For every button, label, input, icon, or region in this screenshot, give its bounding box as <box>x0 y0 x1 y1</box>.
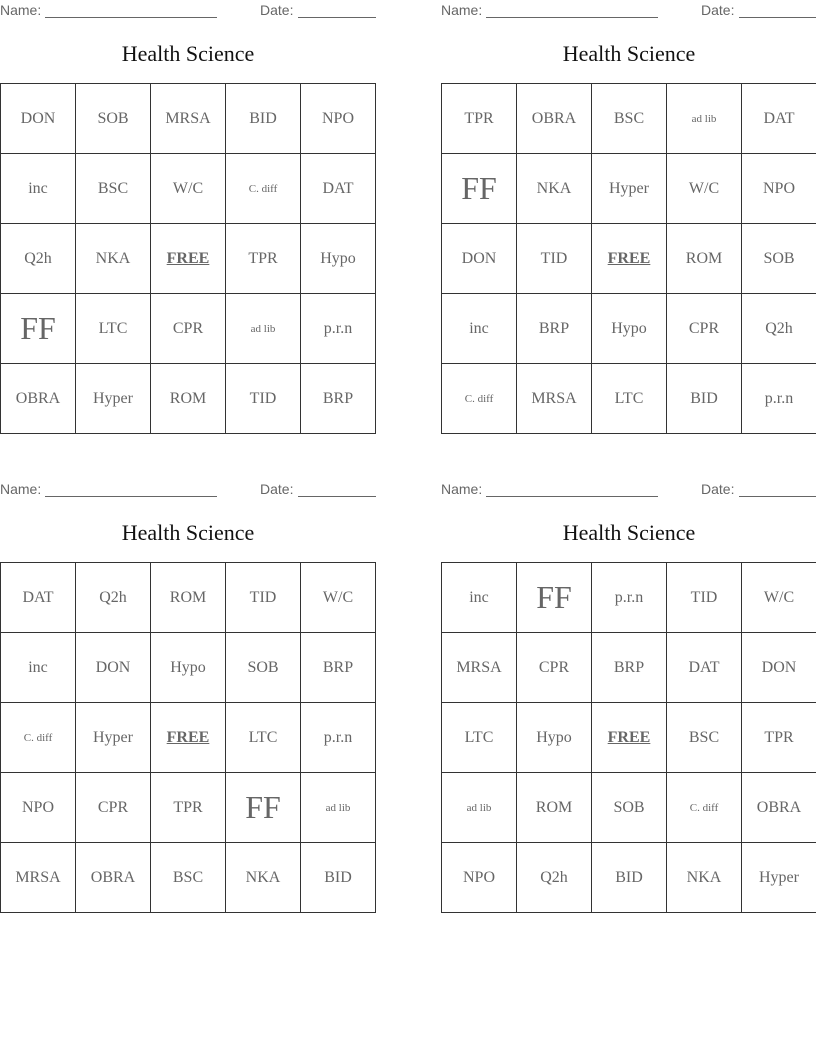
bingo-cell-dat[interactable]: DAT <box>667 633 742 703</box>
bingo-card-2 <box>441 0 816 436</box>
bingo-cell-rom[interactable]: ROM <box>517 773 592 843</box>
name-date-bar <box>441 481 816 499</box>
bingo-cell-p-r-n[interactable]: p.r.n <box>742 364 816 434</box>
bingo-cell-ff[interactable]: FF <box>517 563 592 633</box>
bingo-cell-don[interactable]: DON <box>442 224 517 294</box>
bingo-cell-p-r-n[interactable]: p.r.n <box>301 294 376 364</box>
bingo-cell-obra[interactable]: OBRA <box>517 84 592 154</box>
bingo-cell-ad-lib[interactable]: ad lib <box>667 84 742 154</box>
grid-row <box>442 154 816 224</box>
bingo-cell-c-diff[interactable]: C. diff <box>226 154 301 224</box>
bingo-cell-inc[interactable]: inc <box>442 563 517 633</box>
bingo-cell-hyper[interactable]: Hyper <box>76 364 151 434</box>
bingo-cell-ff[interactable]: FF <box>442 154 517 224</box>
bingo-cell-ff[interactable]: FF <box>1 294 76 364</box>
date-blank-line[interactable] <box>298 496 376 497</box>
bingo-cell-ltc[interactable]: LTC <box>592 364 667 434</box>
bingo-cell-cpr[interactable]: CPR <box>667 294 742 364</box>
bingo-cell-hypo[interactable]: Hypo <box>151 633 226 703</box>
bingo-cell-ltc[interactable]: LTC <box>442 703 517 773</box>
bingo-cell-q2h[interactable]: Q2h <box>1 224 76 294</box>
bingo-cell-dat[interactable]: DAT <box>1 563 76 633</box>
date-blank-line[interactable] <box>739 496 816 497</box>
grid-row <box>442 294 816 364</box>
card-title: Health Science <box>121 520 255 545</box>
bingo-cell-hyper[interactable]: Hyper <box>742 843 816 913</box>
bingo-cell-nka[interactable]: NKA <box>667 843 742 913</box>
bingo-cell-mrsa[interactable]: MRSA <box>151 84 226 154</box>
bingo-cell-don[interactable]: DON <box>76 633 151 703</box>
bingo-grid <box>441 562 816 913</box>
bingo-cell-npo[interactable]: NPO <box>742 154 816 224</box>
grid-row <box>442 703 816 773</box>
free-space[interactable]: FREE <box>151 224 226 294</box>
bingo-cell-cpr[interactable]: CPR <box>517 633 592 703</box>
grid-row <box>1 843 376 913</box>
name-blank-line[interactable] <box>486 496 658 497</box>
grid-row <box>1 364 376 434</box>
bingo-cell-bsc[interactable]: BSC <box>151 843 226 913</box>
bingo-cell-ad-lib[interactable]: ad lib <box>301 773 376 843</box>
grid-row <box>1 563 376 633</box>
grid-row <box>1 84 376 154</box>
card-title: Health Science <box>121 41 255 66</box>
bingo-cell-cpr[interactable]: CPR <box>76 773 151 843</box>
bingo-cell-dat[interactable]: DAT <box>742 84 816 154</box>
bingo-cell-c-diff[interactable]: C. diff <box>1 703 76 773</box>
bingo-cell-tpr[interactable]: TPR <box>151 773 226 843</box>
bingo-cell-sob[interactable]: SOB <box>76 84 151 154</box>
bingo-cell-sob[interactable]: SOB <box>592 773 667 843</box>
bingo-cell-bsc[interactable]: BSC <box>667 703 742 773</box>
name-blank-line[interactable] <box>486 17 658 18</box>
bingo-cell-nka[interactable]: NKA <box>76 224 151 294</box>
bingo-cell-hypo[interactable]: Hypo <box>301 224 376 294</box>
bingo-cell-don[interactable]: DON <box>742 633 816 703</box>
bingo-cell-q2h[interactable]: Q2h <box>517 843 592 913</box>
name-label: Name: <box>441 481 483 497</box>
grid-row <box>442 224 816 294</box>
bingo-cell-ad-lib[interactable]: ad lib <box>226 294 301 364</box>
name-date-bar <box>0 2 376 20</box>
bingo-cell-q2h[interactable]: Q2h <box>76 563 151 633</box>
bingo-cell-tid[interactable]: TID <box>667 563 742 633</box>
bingo-cell-hyper[interactable]: Hyper <box>76 703 151 773</box>
bingo-cell-rom[interactable]: ROM <box>667 224 742 294</box>
name-label: Name: <box>0 481 42 497</box>
grid-row <box>1 633 376 703</box>
bingo-cell-obra[interactable]: OBRA <box>1 364 76 434</box>
bingo-cell-npo[interactable]: NPO <box>1 773 76 843</box>
free-space[interactable]: FREE <box>592 224 667 294</box>
bingo-cell-w-c[interactable]: W/C <box>301 563 376 633</box>
bingo-cell-nka[interactable]: NKA <box>226 843 301 913</box>
bingo-cell-bid[interactable]: BID <box>301 843 376 913</box>
grid-row <box>1 294 376 364</box>
bingo-cell-brp[interactable]: BRP <box>517 294 592 364</box>
name-blank-line[interactable] <box>45 17 217 18</box>
bingo-cell-mrsa[interactable]: MRSA <box>442 633 517 703</box>
bingo-cell-brp[interactable]: BRP <box>301 364 376 434</box>
grid-row <box>442 633 816 703</box>
bingo-grid <box>0 83 376 434</box>
date-label: Date: <box>701 2 735 18</box>
name-label: Name: <box>441 2 483 18</box>
grid-row <box>442 773 816 843</box>
grid-row <box>442 843 816 913</box>
date-blank-line[interactable] <box>739 17 816 18</box>
bingo-cell-don[interactable]: DON <box>1 84 76 154</box>
bingo-cell-bsc[interactable]: BSC <box>592 84 667 154</box>
bingo-cell-bid[interactable]: BID <box>226 84 301 154</box>
bingo-cell-rom[interactable]: ROM <box>151 364 226 434</box>
bingo-grid <box>441 83 816 434</box>
grid-row <box>1 703 376 773</box>
grid-row <box>1 773 376 843</box>
name-date-bar <box>441 2 816 20</box>
bingo-cell-inc[interactable]: inc <box>1 633 76 703</box>
bingo-cell-p-r-n[interactable]: p.r.n <box>592 563 667 633</box>
bingo-cell-tid[interactable]: TID <box>226 563 301 633</box>
bingo-card-1 <box>0 0 376 436</box>
bingo-cell-bsc[interactable]: BSC <box>76 154 151 224</box>
bingo-cell-sob[interactable]: SOB <box>742 224 816 294</box>
bingo-card-4 <box>441 479 816 915</box>
bingo-cell-tid[interactable]: TID <box>517 224 592 294</box>
bingo-cell-rom[interactable]: ROM <box>151 563 226 633</box>
bingo-cell-mrsa[interactable]: MRSA <box>1 843 76 913</box>
bingo-cell-ltc[interactable]: LTC <box>226 703 301 773</box>
name-label: Name: <box>0 2 42 18</box>
bingo-cell-q2h[interactable]: Q2h <box>742 294 816 364</box>
bingo-cell-c-diff[interactable]: C. diff <box>442 364 517 434</box>
free-space[interactable]: FREE <box>592 703 667 773</box>
bingo-cell-inc[interactable]: inc <box>442 294 517 364</box>
date-label: Date: <box>260 481 294 497</box>
bingo-cell-brp[interactable]: BRP <box>592 633 667 703</box>
grid-row <box>442 84 816 154</box>
bingo-cell-tpr[interactable]: TPR <box>226 224 301 294</box>
name-date-bar <box>0 481 376 499</box>
bingo-cell-inc[interactable]: inc <box>1 154 76 224</box>
bingo-grid <box>0 562 376 913</box>
bingo-cell-nka[interactable]: NKA <box>517 154 592 224</box>
bingo-cell-hyper[interactable]: Hyper <box>592 154 667 224</box>
bingo-cell-hypo[interactable]: Hypo <box>517 703 592 773</box>
bingo-cell-cpr[interactable]: CPR <box>151 294 226 364</box>
bingo-cell-bid[interactable]: BID <box>667 364 742 434</box>
bingo-cell-tid[interactable]: TID <box>226 364 301 434</box>
bingo-cell-tpr[interactable]: TPR <box>442 84 517 154</box>
bingo-cell-obra[interactable]: OBRA <box>742 773 816 843</box>
bingo-cell-c-diff[interactable]: C. diff <box>667 773 742 843</box>
bingo-cell-ad-lib[interactable]: ad lib <box>442 773 517 843</box>
name-blank-line[interactable] <box>45 496 217 497</box>
bingo-card-3 <box>0 479 376 915</box>
date-label: Date: <box>260 2 294 18</box>
bingo-cell-tpr[interactable]: TPR <box>742 703 816 773</box>
card-title: Health Science <box>562 41 696 66</box>
bingo-cell-p-r-n[interactable]: p.r.n <box>301 703 376 773</box>
free-space[interactable]: FREE <box>151 703 226 773</box>
bingo-cell-w-c[interactable]: W/C <box>667 154 742 224</box>
bingo-cell-hypo[interactable]: Hypo <box>592 294 667 364</box>
bingo-cell-brp[interactable]: BRP <box>301 633 376 703</box>
grid-row <box>1 154 376 224</box>
date-label: Date: <box>701 481 735 497</box>
grid-row <box>442 563 816 633</box>
bingo-cell-ltc[interactable]: LTC <box>76 294 151 364</box>
bingo-cell-ff[interactable]: FF <box>226 773 301 843</box>
bingo-cell-mrsa[interactable]: MRSA <box>517 364 592 434</box>
bingo-cell-npo[interactable]: NPO <box>301 84 376 154</box>
bingo-cell-npo[interactable]: NPO <box>442 843 517 913</box>
grid-row <box>1 224 376 294</box>
bingo-cell-sob[interactable]: SOB <box>226 633 301 703</box>
bingo-cell-bid[interactable]: BID <box>592 843 667 913</box>
bingo-cell-w-c[interactable]: W/C <box>742 563 816 633</box>
bingo-cell-w-c[interactable]: W/C <box>151 154 226 224</box>
date-blank-line[interactable] <box>298 17 376 18</box>
card-title: Health Science <box>562 520 696 545</box>
grid-row <box>442 364 816 434</box>
bingo-cell-obra[interactable]: OBRA <box>76 843 151 913</box>
bingo-cell-dat[interactable]: DAT <box>301 154 376 224</box>
